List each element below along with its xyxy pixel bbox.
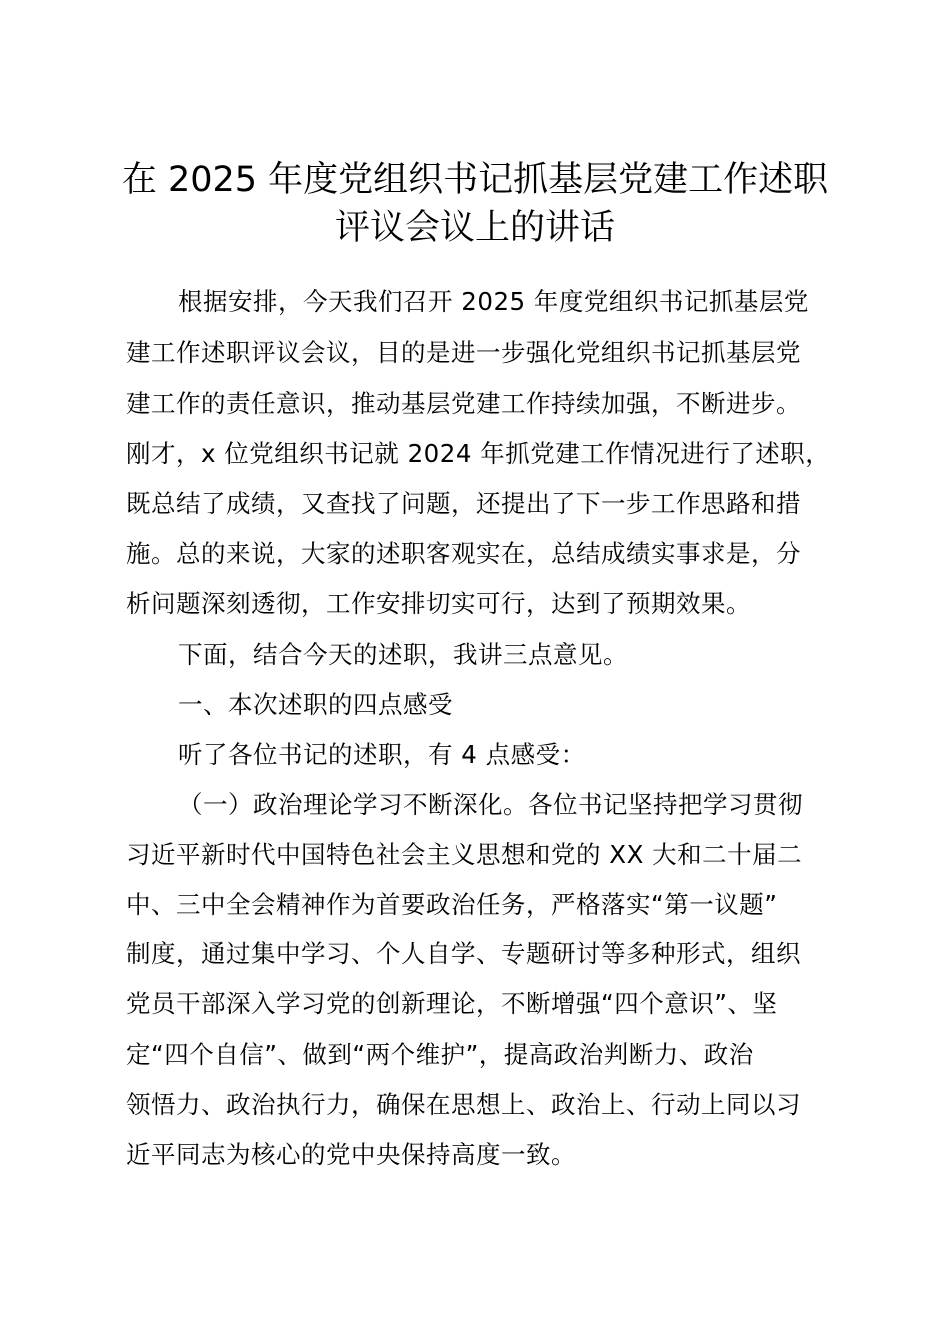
- paragraph-1-line-7: 析问题深刻透彻，工作安排切实可行，达到了预期效果。: [126, 589, 751, 618]
- paragraph-4-line-4: 制度，通过集中学习、个人自学、专题研讨等多种形式，组织: [126, 939, 801, 968]
- paragraph-2: 下面，结合今天的述职，我讲三点意见。: [178, 640, 628, 669]
- paragraph-1-line-2: 建工作述职评议会议，目的是进一步强化党组织书记抓基层党: [126, 338, 801, 367]
- document-title-line-2: 评议会议上的讲话: [334, 208, 615, 248]
- paragraph-1-line-1: 根据安排，今天我们召开 2025 年度党组织书记抓基层党: [178, 287, 809, 316]
- paragraph-3: 听了各位书记的述职，有 4 点感受：: [178, 740, 586, 769]
- paragraph-1-line-3: 建工作的责任意识，推动基层党建工作持续加强，不断进步。: [126, 389, 801, 418]
- paragraph-4-line-3: 中、三中全会精神作为首要政治任务，严格落实“第一议题”: [126, 890, 778, 919]
- paragraph-4-line-6: 定“四个自信”、做到“两个维护”，提高政治判断力、政治: [126, 1040, 754, 1069]
- section-heading-1: 一、本次述职的四点感受: [178, 690, 453, 719]
- document-title-line-1: 在 2025 年度党组织书记抓基层党建工作述职: [121, 160, 829, 200]
- paragraph-4-line-1: （一）政治理论学习不断深化。各位书记坚持把学习贯彻: [178, 790, 803, 819]
- paragraph-4-line-7: 领悟力、政治执行力，确保在思想上、政治上、行动上同以习: [126, 1090, 801, 1119]
- paragraph-1-line-5: 既总结了成绩，又查找了问题，还提出了下一步工作思路和措: [126, 489, 801, 518]
- paragraph-1-line-6: 施。总的来说，大家的述职客观实在，总结成绩实事求是，分: [126, 539, 801, 568]
- paragraph-4-line-5: 党员干部深入学习党的创新理论，不断增强“四个意识”、坚: [126, 989, 778, 1018]
- paragraph-4-line-8: 近平同志为核心的党中央保持高度一致。: [126, 1140, 576, 1169]
- paragraph-1-line-4: 刚才，x 位党组织书记就 2024 年抓党建工作情况进行了述职，: [126, 439, 831, 468]
- paragraph-4-line-2: 习近平新时代中国特色社会主义思想和党的 XX 大和二十届二: [126, 840, 803, 869]
